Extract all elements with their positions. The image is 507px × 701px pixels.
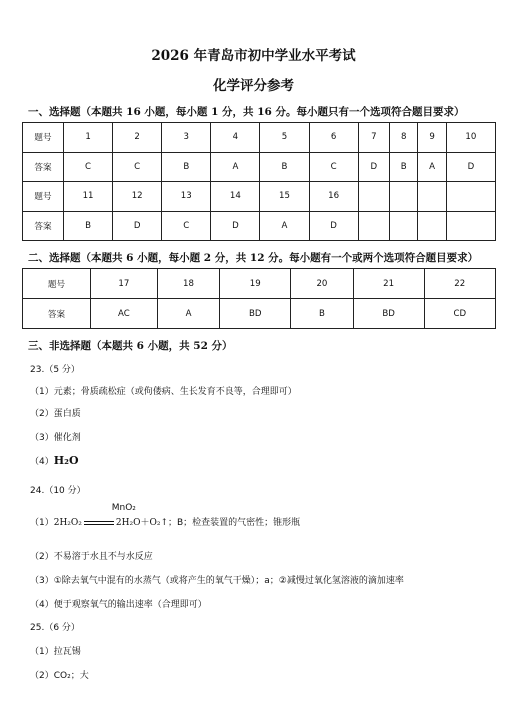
answer-cell: A	[418, 152, 446, 182]
question-number-cell: 1	[64, 123, 113, 153]
q25-answer-2: （2）CO₂；大	[30, 671, 89, 681]
answer-row	[23, 211, 496, 241]
question-number-cell: 17	[91, 269, 158, 299]
answer-cell: CD	[424, 299, 495, 329]
question-number-cell: 18	[157, 269, 220, 299]
row-label: 答案	[23, 211, 64, 241]
answer-row	[23, 299, 496, 329]
question-number-cell: 5	[260, 123, 309, 153]
equals-sign	[84, 521, 114, 525]
question-number-cell: 19	[220, 269, 291, 299]
question-number-cell: 2	[113, 123, 162, 153]
row-label: 答案	[23, 152, 64, 182]
question-number-cell: 9	[418, 123, 446, 153]
exam-subtitle: 化学评分参考	[213, 78, 294, 94]
answer-cell: B	[162, 152, 211, 182]
question-number-row	[23, 123, 496, 153]
products: 2H₂O＋O₂↑	[115, 518, 168, 528]
q24-answer-3: （3）①除去氧气中混有的水蒸气（或将产生的氧气干燥）；a；②减慢过氧化氢溶液的滴加速率	[30, 576, 404, 586]
answer-row	[23, 152, 496, 182]
question-number-cell: 15	[260, 182, 309, 212]
question-number-cell: 22	[424, 269, 495, 299]
answer-cell: BD	[220, 299, 291, 329]
answer-cell: B	[260, 152, 309, 182]
question-number-cell: 10	[446, 123, 495, 153]
question-number-cell	[358, 182, 389, 212]
answer-cell: D	[113, 211, 162, 241]
answer-cell: C	[309, 152, 358, 182]
answer-cell: BD	[353, 299, 424, 329]
answer-cell: D	[358, 152, 389, 182]
answer-cell: D	[309, 211, 358, 241]
section2-answer-table	[22, 268, 496, 329]
q25-answer-1: （1）拉瓦锡	[30, 647, 81, 657]
answer-cell: C	[113, 152, 162, 182]
question-number-cell: 3	[162, 123, 211, 153]
q24-answer-4: （4）便于观察氧气的输出速率（合理即可）	[30, 600, 207, 610]
q24-title: 24.（10 分）	[30, 486, 86, 496]
question-number-row	[23, 182, 496, 212]
question-number-cell: 8	[390, 123, 418, 153]
q23-answer-2: （2）蛋白质	[30, 409, 81, 419]
q23-answer-4-label: （4）	[30, 457, 54, 467]
question-number-row	[23, 269, 496, 299]
answer-cell	[446, 211, 495, 241]
question-number-cell: 12	[113, 182, 162, 212]
answer-cell: D	[211, 211, 260, 241]
answer-cell: C	[162, 211, 211, 241]
question-number-cell: 21	[353, 269, 424, 299]
catalyst-label: MnO₂	[111, 503, 136, 513]
answer-cell: B	[64, 211, 113, 241]
q25-title: 25.（6 分）	[30, 623, 80, 633]
question-number-cell: 16	[309, 182, 358, 212]
question-number-cell: 6	[309, 123, 358, 153]
reactant: 2H₂O₂	[53, 518, 82, 528]
question-number-cell	[390, 182, 418, 212]
answer-cell	[358, 211, 389, 241]
answer-cell: C	[64, 152, 113, 182]
q24-answer-2: （2）不易溶于水且不与水反应	[30, 552, 153, 562]
q23-title: 23.（5 分）	[30, 365, 80, 375]
q24-answer-1-rest: ；B；检查装置的气密性；锥形瓶	[168, 518, 301, 528]
reaction-equation	[53, 503, 168, 528]
q24-answer-1-label: （1）	[30, 518, 54, 528]
row-label: 答案	[23, 299, 91, 329]
row-label: 题号	[23, 123, 64, 153]
answer-cell: AC	[91, 299, 158, 329]
section1-answer-table	[22, 122, 496, 241]
answer-cell	[390, 211, 418, 241]
q23-answer-1: （1）元素；骨质疏松症（或佝偻病、生长发育不良等，合理即可）	[30, 387, 297, 397]
answer-cell: A	[260, 211, 309, 241]
row-label: 题号	[23, 269, 91, 299]
question-number-cell: 4	[211, 123, 260, 153]
question-number-cell	[418, 182, 446, 212]
question-number-cell: 13	[162, 182, 211, 212]
question-number-cell	[446, 182, 495, 212]
answer-cell	[418, 211, 446, 241]
answer-cell: A	[157, 299, 220, 329]
question-number-cell: 11	[64, 182, 113, 212]
q23-answer-4	[30, 454, 79, 467]
answer-cell: B	[291, 299, 354, 329]
answer-cell: A	[211, 152, 260, 182]
row-label: 题号	[23, 182, 64, 212]
section2-heading: 二、选择题（本题共 6 小题，每小题 2 分，共 12 分。每小题有一个或两个选项符合题目要求）	[28, 252, 479, 264]
answer-cell: B	[390, 152, 418, 182]
section1-heading: 一、选择题（本题共 16 小题，每小题 1 分，共 16 分。每小题只有一个选项符合题目要求）	[28, 106, 465, 118]
question-number-cell: 20	[291, 269, 354, 299]
question-number-cell: 14	[211, 182, 260, 212]
q23-answer-3: （3）催化剂	[30, 433, 81, 443]
section3-heading: 三、非选择题（本题共 6 小题，共 52 分）	[28, 340, 233, 352]
question-number-cell: 7	[358, 123, 389, 153]
q23-formula: H₂O	[53, 454, 79, 467]
answer-cell: D	[446, 152, 495, 182]
q24-answer-1	[30, 503, 301, 528]
exam-title: 2026 年青岛市初中学业水平考试	[151, 48, 356, 64]
